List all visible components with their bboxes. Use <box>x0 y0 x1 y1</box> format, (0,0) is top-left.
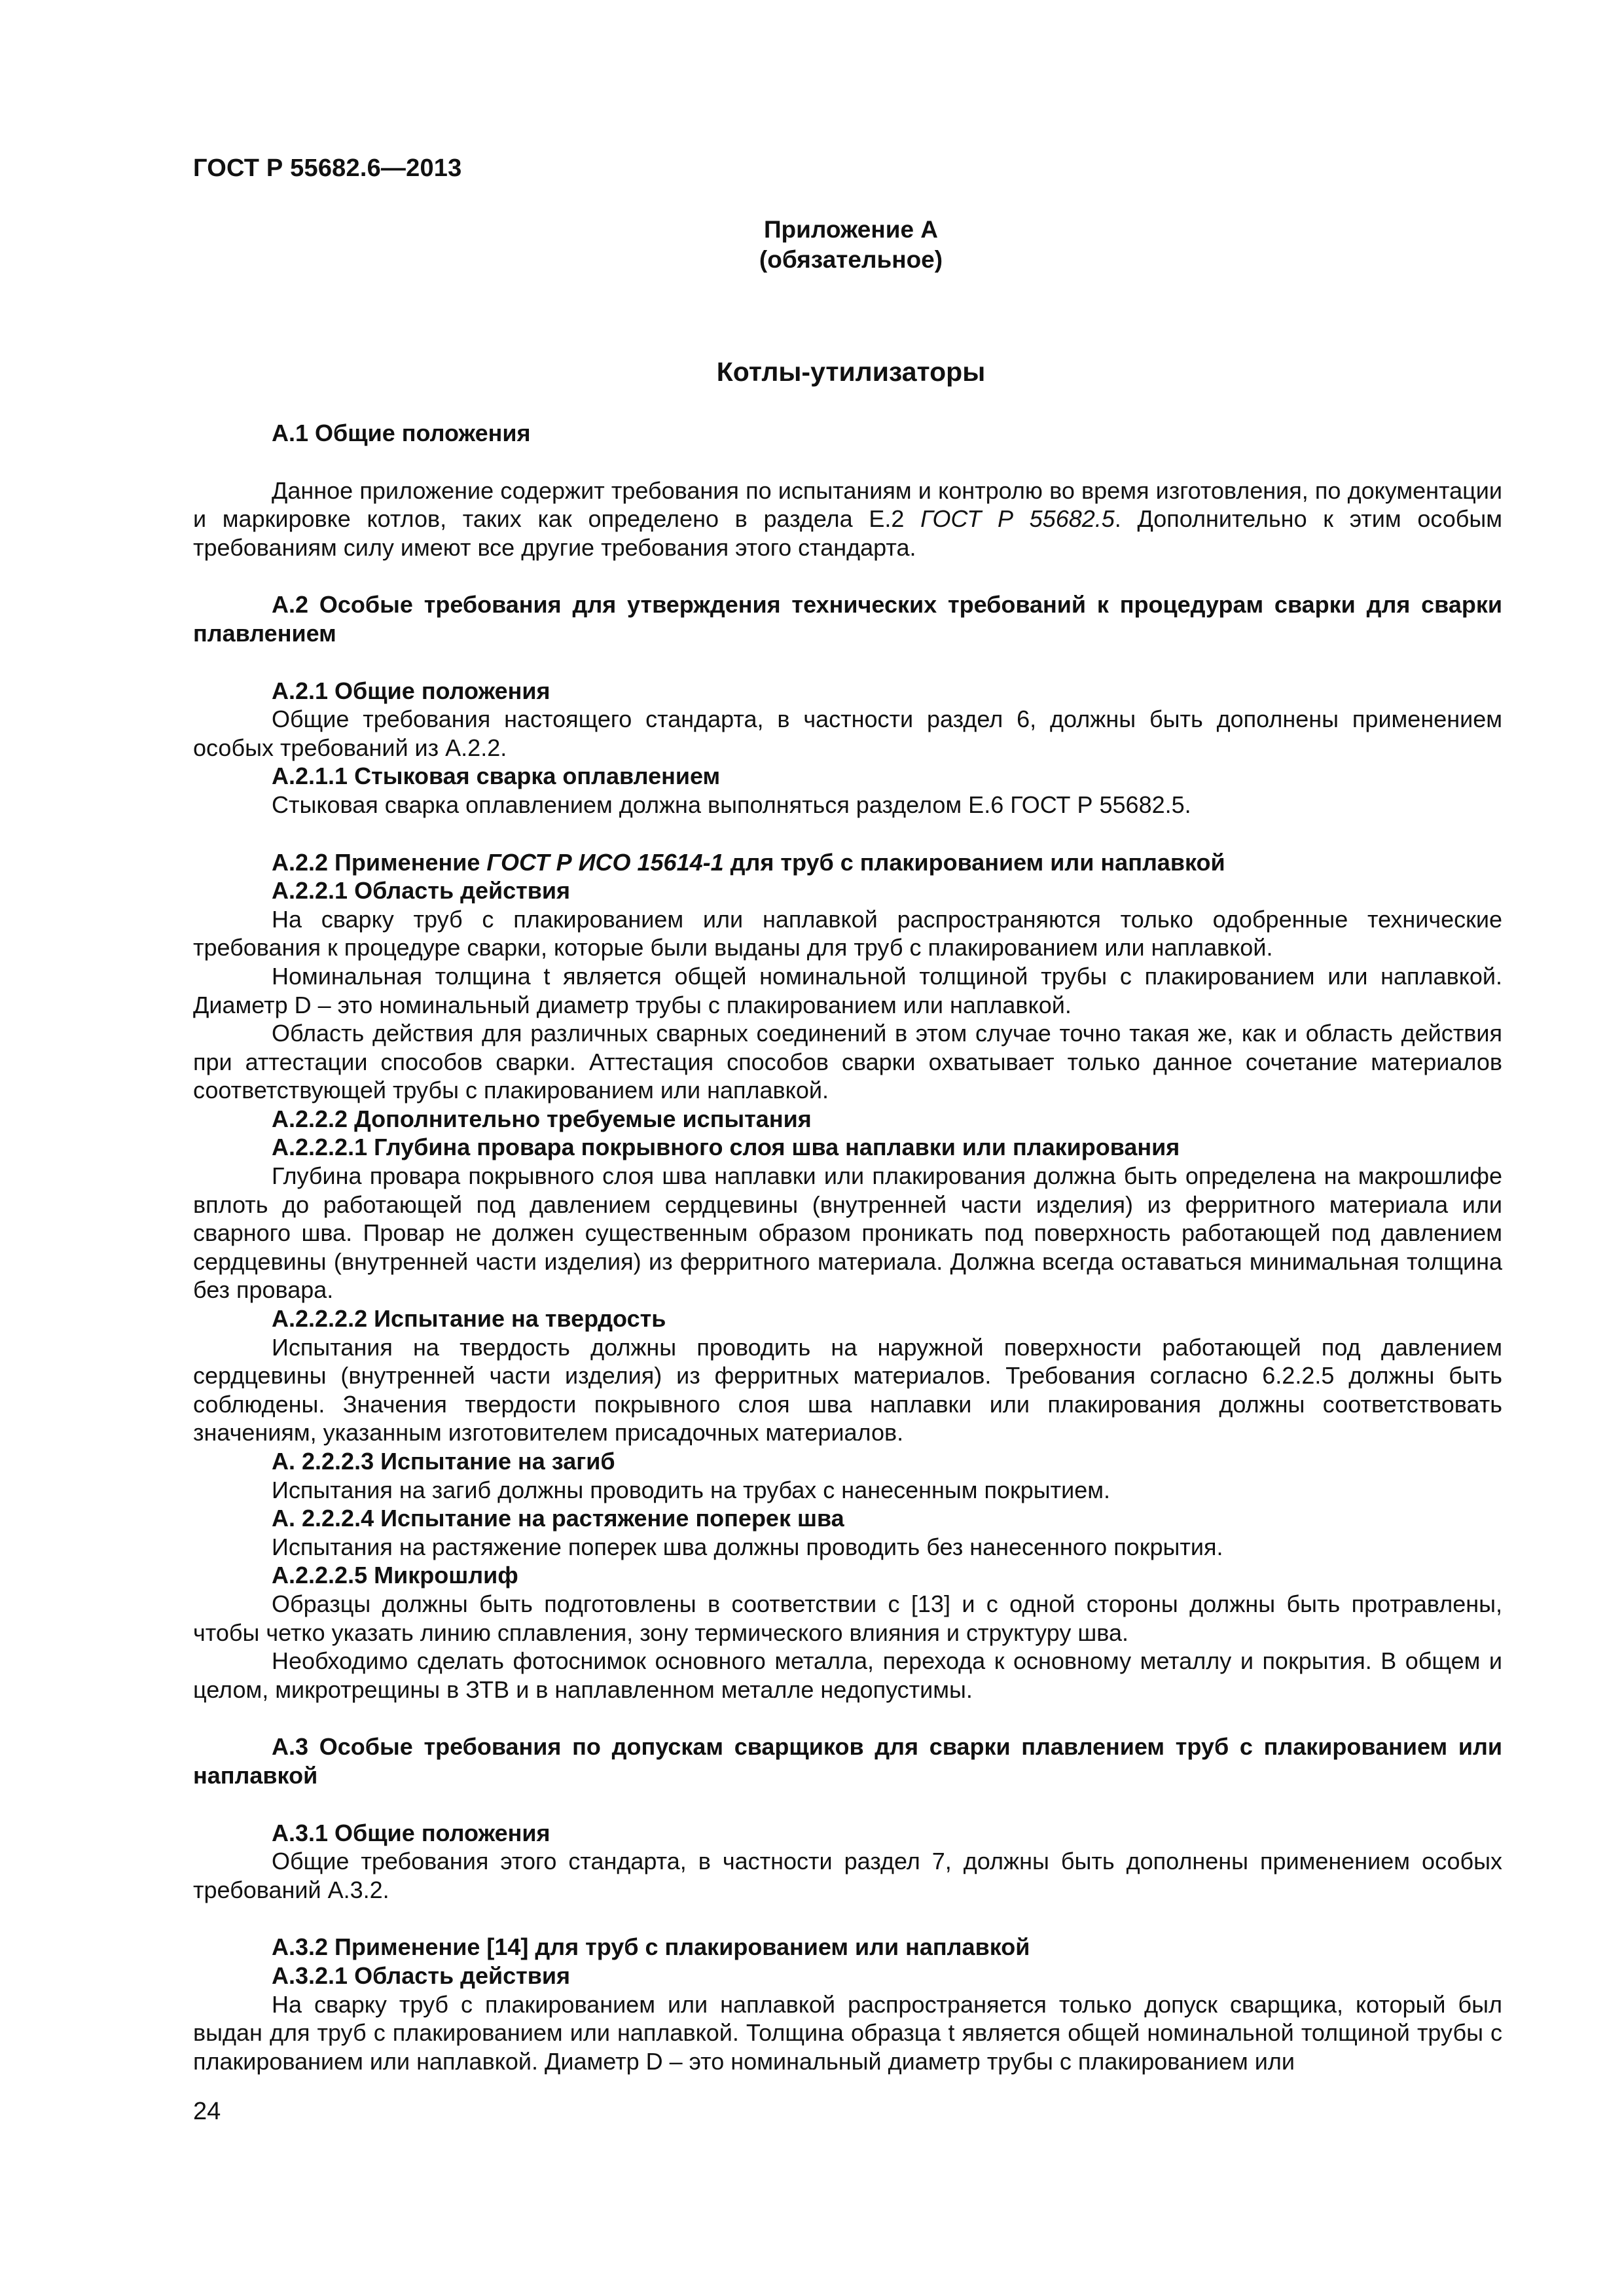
section-a2223-heading: А. 2.2.2.3 Испытание на загиб <box>272 1448 615 1475</box>
annex-name: Приложение А <box>763 216 939 243</box>
annex-title: Котлы-утилизаторы <box>716 357 986 387</box>
section-a2225-paragraph-1: Образцы должны быть подготовлены в соответствии с [13] и с одной стороны должны быть протравлены, чтобы четко указать линию сплавления, зону термического влияния и структуру шва. <box>193 1590 1502 1646</box>
section-a2224-paragraph: Испытания на растяжение поперек шва должны проводить без нанесенного покрытия. <box>272 1533 1223 1560</box>
section-a31-heading: А.3.1 Общие положения <box>272 1819 550 1846</box>
section-a321-paragraph: На сварку труб с плакированием или наплавкой распространяется только допуск сварщика, который был выдан для труб с плакированием или наплавкой. Толщина образца t является общей номинальной толщиной трубы с плакированием или наплавкой. Диаметр D – это номинальный диаметр трубы с плакированием или <box>193 1990 1503 2075</box>
section-a321-heading: А.3.2.1 Область действия <box>272 1962 571 1989</box>
section-a31-paragraph: Общие требования этого стандарта, в частности раздел 7, должны быть дополнены применением особых требований А.3.2. <box>193 1848 1502 1903</box>
annex-status: (обязательное) <box>759 246 943 273</box>
section-a211-paragraph: Стыковая сварка оплавлением должна выполняться разделом Е.6 ГОСТ Р 55682.5. <box>272 791 1191 818</box>
section-a3-heading: А.3 Особые требования по допускам сварщиков для сварки плавлением труб с плакированием или наплавкой <box>193 1733 1502 1789</box>
reference-gost-55682-5: ГОСТ Р 55682.5 <box>920 505 1115 533</box>
annex-heading <box>655 215 1047 275</box>
section-a21-heading: А.2.1 Общие положения <box>272 677 550 704</box>
reference-gost-iso-15614-1: ГОСТ Р ИСО 15614-1 <box>486 848 724 876</box>
section-a2222-heading: А.2.2.2.2 Испытание на твердость <box>272 1305 666 1333</box>
section-a22-heading: А.2.2 Применение ГОСТ Р ИСО 15614-1 для труб с плакированием или наплавкой <box>272 848 1225 876</box>
section-a1-paragraph: Данное приложение содержит требования по испытаниям и контролю во время изготовления, по документации и маркировке котлов, таких как определено в раздела Е.2 ГОСТ Р 55682.5. Дополнительно к этим особым требованиям силу имеют все другие требования этого стандарта. <box>193 476 1503 561</box>
document-body <box>193 419 1502 2075</box>
section-a21-paragraph: Общие требования настоящего стандарта, в частности раздел 6, должны быть дополнены применением особых требований из А.2.2. <box>193 706 1502 761</box>
section-a2221-paragraph: Глубина провара покрывного слоя шва наплавки или плакирования должна быть определена на макрошлифе вплоть до работающей под давлением сердцевины (внутренней части изделия) из ферритного материала или сварного шва. Провар не должен существенным образом проникать под поверхность работающей под давлением сердцевины (внутренней части изделия) из ферритного материала. Должна всегда оставаться минимальная толщина без провара. <box>193 1162 1502 1304</box>
section-a2223-paragraph: Испытания на загиб должны проводить на трубах с нанесенным покрытием. <box>272 1476 1111 1503</box>
section-a221-paragraph-3: Область действия для различных сварных соединений в этом случае точно такая же, как и область действия при аттестации способов сварки. Аттестация способов сварки охватывает только данное сочетание материалов соответствующей трубы с плакированием или наплавкой. <box>193 1020 1502 1104</box>
page-number: 24 <box>193 2098 221 2125</box>
section-a32-heading: А.3.2 Применение [14] для труб с плакированием или наплавкой <box>272 1933 1030 1961</box>
section-a2224-heading: А. 2.2.2.4 Испытание на растяжение поперек шва <box>272 1505 844 1532</box>
section-a221-heading: А.2.2.1 Область действия <box>272 877 571 905</box>
section-a221-paragraph-1: На сварку труб с плакированием или наплавкой распространяются только одобренные технические требования к процедуре сварки, которые были выданы для труб с плакированием или наплавкой. <box>193 905 1502 961</box>
document-code: ГОСТ Р 55682.6—2013 <box>193 154 462 182</box>
section-a211-heading: А.2.1.1 Стыковая сварка оплавлением <box>272 762 721 790</box>
section-a2225-heading: А.2.2.2.5 Микрошлиф <box>272 1562 518 1589</box>
section-a2221-heading: А.2.2.2.1 Глубина провара покрывного слоя шва наплавки или плакирования <box>272 1134 1180 1161</box>
section-a2-heading: А.2 Особые требования для утверждения технических требований к процедурам сварки для сварки плавлением <box>193 591 1502 647</box>
section-a1-heading: А.1 Общие положения <box>272 420 531 446</box>
section-a222-heading: А.2.2.2 Дополнительно требуемые испытания <box>272 1105 812 1132</box>
section-a2222-paragraph: Испытания на твердость должны проводить на наружной поверхности работающей под давлением сердцевины (внутренней части изделия) из ферритных материалов. Требования согласно 6.2.2.5 должны быть соблюдены. Значения твердости покрывного слоя шва наплавки или плакирования должны соответствовать значениям, указанным изготовителем присадочных материалов. <box>193 1333 1502 1446</box>
section-a2225-paragraph-2: Необходимо сделать фотоснимок основного металла, перехода к основному металлу и покрытия. В общем и целом, микротрещины в ЗТВ и в наплавленном металле недопустимы. <box>193 1647 1502 1703</box>
section-a221-paragraph-2: Номинальная толщина t является общей номинальной толщиной трубы с плакированием или наплавкой. Диаметр D – это номинальный диаметр трубы с плакированием или наплавкой. <box>193 962 1502 1018</box>
